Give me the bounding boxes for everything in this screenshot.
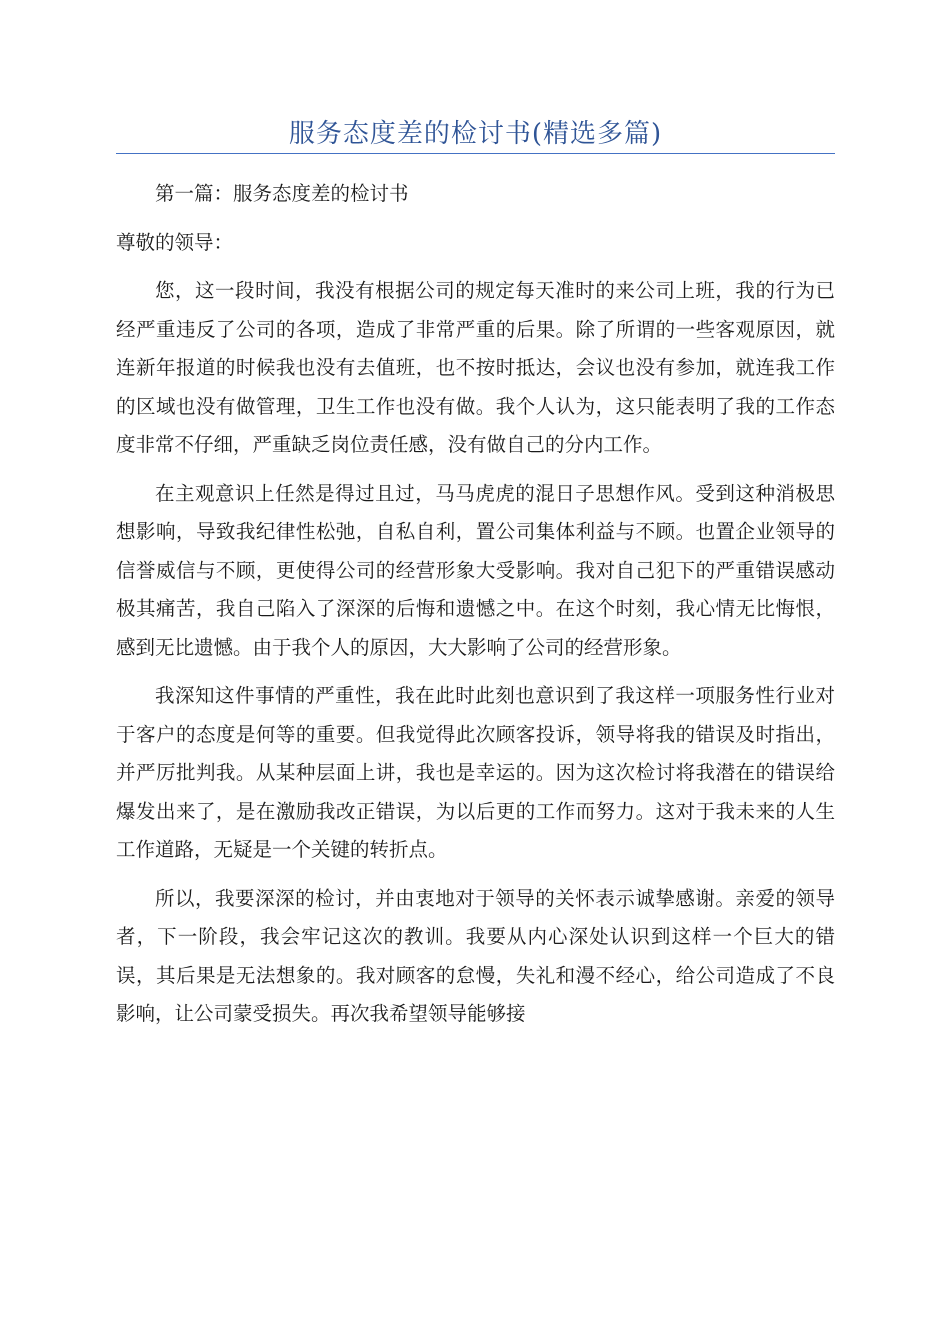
section-heading: 第一篇：服务态度差的检讨书 [155,182,409,205]
document-title: 服务态度差的检讨书(精选多篇) [288,119,663,149]
salutation: 尊敬的领导： [116,230,234,254]
paragraph-1: 您，这一段时间，我没有根据公司的规定每天准时的来公司上班，我的行为已经严重违反了公司的各项，造成了非常严重的后果。除了所谓的一些客观原因，就连新年报道的时候我也没有去值班，也不按时抵达，会议也没有参加，就连我工作的区域也没有做管理，卫生工作也没有做。我个人认为，这只能表明了我的工作态度非常不仔细，严重缺乏岗位责任感，没有做自己的分内工作。 [116,279,835,456]
paragraph-4: 所以，我要深深的检讨，并由衷地对于领导的关怀表示诚挚感谢。亲爱的领导者，下一阶段，我会牢记这次的教训。我要从内心深处认识到这样一个巨大的错误，其后果是无法想象的。我对顾客的怠慢，失礼和漫不经心，给公司造成了不良影响，让公司蒙受损失。再次我希望领导能够接 [116,886,835,1025]
document-body [116,175,835,1044]
paragraph-3: 我深知这件事情的严重性，我在此时此刻也意识到了我这样一项服务性行业对于客户的态度是何等的重要。但我觉得此次顾客投诉，领导将我的错误及时指出，并严厉批判我。从某种层面上讲，我也是幸运的。因为这次检讨将我潜在的错误给爆发出来了，是在激励我改正错误，为以后更的工作而努力。这对于我未来的人生工作道路，无疑是一个关键的转折点。 [116,684,835,861]
paragraph-2: 在主观意识上任然是得过且过，马马虎虎的混日子思想作风。受到这种消极思想影响，导致我纪律性松弛，自私自利，置公司集体利益与不顾。也置企业领导的信誉威信与不顾，更使得公司的经营形象大受影响。我对自己犯下的严重错误感动极其痛苦，我自己陷入了深深的后悔和遗憾之中。在这个时刻，我心情无比悔恨，感到无比遗憾。由于我个人的原因，大大影响了公司的经营形象。 [116,481,835,659]
title-underline [116,153,835,154]
